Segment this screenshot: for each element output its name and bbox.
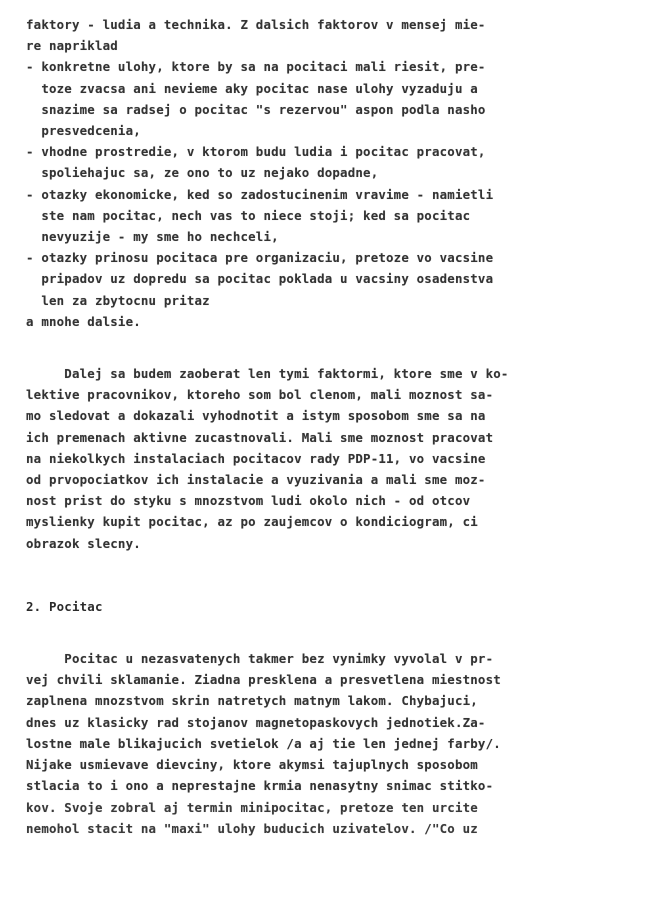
list-item-2 [26, 141, 628, 183]
text-line: 2. Pocitac [26, 598, 103, 614]
spacer [26, 617, 628, 638]
text-line: lostne male blikajucich svetielok /a aj tie len jednej farby/. [26, 735, 501, 751]
text-line: nost prist do styku s mnozstvom ludi okolo nich - od otcov [26, 493, 471, 509]
text-line: pripadov uz dopredu sa pocitac poklada u vacsiny osadenstva [26, 271, 494, 287]
text-line: myslienky kupit pocitac, az po zaujemcov o kondiciogram, ci [26, 514, 478, 530]
text-line: a mnohe dalsie. [26, 313, 141, 329]
text-line: - otazky prinosu pocitaca pre organizaciu, pretoze vo vacsine [26, 250, 494, 266]
spacer [26, 353, 628, 363]
text-line: - konkretne ulohy, ktore by sa na pocitaci mali riesit, pre- [26, 59, 486, 75]
paragraph-intro [26, 14, 628, 56]
text-line: Dalej sa budem zaoberat len tymi faktormi, ktore sme v ko- [26, 366, 509, 382]
text-line: lektive pracovnikov, ktoreho som bol clenom, mali moznost sa- [26, 387, 494, 403]
paragraph-closing [26, 311, 628, 332]
text-line: na niekolkych instalaciach pocitacov rady PDP-11, vo vacsine [26, 450, 486, 466]
text-line: spoliehajuc sa, ze ono to uz nejako dopadne, [26, 165, 379, 181]
list-item-4 [26, 247, 628, 311]
text-line: Pocitac u nezasvatenych takmer bez vynimky vyvolal v pr- [26, 651, 494, 667]
text-line: presvedcenia, [26, 123, 141, 139]
spacer [26, 638, 628, 648]
text-line: - vhodne prostredie, v ktorom budu ludia i pocitac pracovat, [26, 144, 486, 160]
text-line: kov. Svoje zobral aj termin minipocitac, pretoze ten urcite [26, 799, 478, 815]
text-line: re napriklad [26, 38, 118, 54]
text-line: zaplnena mnozstvom skrin natretych matnym lakom. Chybajuci, [26, 693, 478, 709]
text-line: Nijake usmievave dievciny, ktore akymsi tajuplnych sposobom [26, 757, 478, 773]
section-heading [26, 596, 628, 617]
paragraph-body-2 [26, 648, 628, 839]
text-line: nevyuzije - my sme ho nechceli, [26, 229, 279, 245]
text-line: mo sledovat a dokazali vyhodnotit a istym sposobom sme sa na [26, 408, 486, 424]
text-line: - otazky ekonomicke, ked so zadostucinenim vravime - namietli [26, 186, 494, 202]
text-line: ste nam pocitac, nech vas to niece stoji; ked sa pocitac [26, 207, 471, 223]
text-line: nemohol stacit na "maxi" ulohy buducich uzivatelov. /"Co uz [26, 820, 478, 836]
spacer [26, 554, 628, 575]
text-line: vej chvili sklamanie. Ziadna presklena a presvetlena miestnost [26, 672, 501, 688]
text-line: obrazok slecny. [26, 535, 141, 551]
text-line: len za zbytocnu pritaz [26, 292, 210, 308]
spacer [26, 332, 628, 353]
text-line: dnes uz klasicky rad stojanov magnetopaskovych jednotiek.Za- [26, 714, 486, 730]
text-line: od prvopociatkov ich instalacie a vyuzivania a mali sme moz- [26, 472, 486, 488]
text-line: stlacia to i ono a neprestajne krmia nenasytny snimac stitko- [26, 778, 494, 794]
text-line: faktory - ludia a technika. Z dalsich faktorov v mensej mie- [26, 17, 486, 32]
text-line: ich premenach aktivne zucastnovali. Mali sme moznost pracovat [26, 429, 494, 445]
text-line: snazime sa radsej o pocitac "s rezervou" aspon podla nasho [26, 101, 486, 117]
text-line: toze zvacsa ani nevieme aky pocitac nase ulohy vyzaduju a [26, 80, 478, 96]
list-item-3 [26, 184, 628, 248]
spacer [26, 575, 628, 596]
paragraph-body-1 [26, 363, 628, 554]
list-item-1 [26, 56, 628, 141]
